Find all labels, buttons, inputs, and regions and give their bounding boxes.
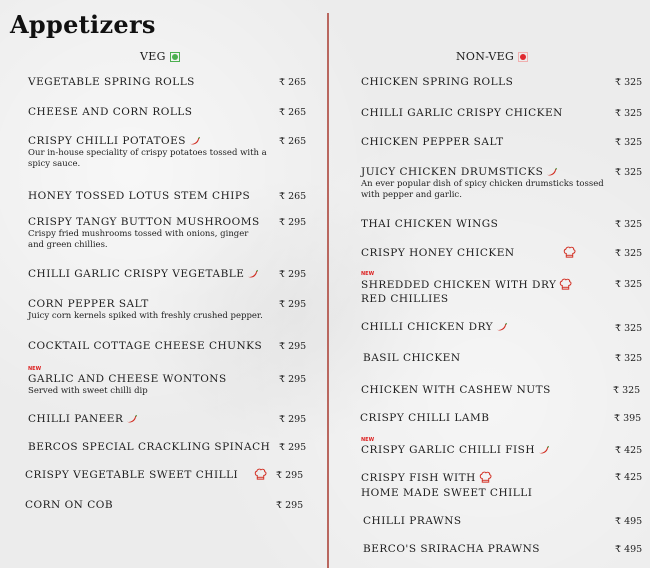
- chilli-icon: [247, 269, 258, 279]
- menu-item: [361, 471, 532, 499]
- item-name: CHILLI PANEER: [28, 413, 124, 425]
- menu-item: [25, 499, 113, 511]
- item-name: HONEY TOSSED LOTUS STEM CHIPS: [28, 190, 251, 202]
- item-description: Our in-house speciality of crispy potatoes tossed with a spicy sauce.: [28, 148, 267, 169]
- chilli-icon: [496, 322, 507, 332]
- item-price: ₹ 295: [276, 500, 304, 511]
- new-badge: NEW: [361, 271, 375, 277]
- chilli-icon: [538, 445, 549, 455]
- menu-item: [28, 298, 278, 322]
- item-price: ₹ 295: [279, 299, 307, 310]
- menu-item: [361, 321, 507, 333]
- item-price: ₹ 325: [615, 353, 643, 364]
- menu-item: [360, 412, 489, 424]
- item-name: CRISPY VEGETABLE SWEET CHILLI: [25, 468, 239, 481]
- menu-item: [361, 136, 504, 148]
- item-price: ₹ 325: [615, 248, 643, 259]
- non-veg-heading: [456, 50, 528, 63]
- item-name: CHEESE AND CORN ROLLS: [28, 106, 193, 118]
- menu-item: [363, 515, 462, 527]
- item-price: ₹ 325: [615, 137, 643, 148]
- column-divider: [327, 13, 329, 568]
- menu-item: [28, 340, 262, 352]
- item-description: Juicy corn kernels spiked with freshly crushed pepper.: [28, 311, 263, 321]
- item-name: CRISPY CHILLI POTATOES: [28, 135, 186, 147]
- item-price: ₹ 295: [279, 269, 307, 280]
- item-description: Crispy fried mushrooms tossed with onions, ginger and green chillies.: [28, 229, 249, 250]
- item-name: CHICKEN PEPPER SALT: [361, 136, 504, 148]
- item-name: CHICKEN WITH CASHEW NUTS: [361, 384, 551, 396]
- menu-item: [28, 216, 258, 251]
- item-price: ₹ 425: [615, 445, 643, 456]
- chef-hat-icon: [563, 246, 576, 259]
- chilli-icon: [546, 167, 557, 177]
- item-price: ₹ 325: [615, 323, 643, 334]
- menu-item: [28, 268, 258, 280]
- item-price: ₹ 265: [279, 136, 307, 147]
- menu-item: [361, 384, 551, 396]
- menu-item: [28, 366, 227, 397]
- item-price: ₹ 395: [614, 413, 642, 424]
- menu-item: [25, 468, 267, 481]
- menu-item: [28, 106, 192, 118]
- menu-item: [361, 218, 498, 230]
- item-price: ₹ 265: [279, 191, 307, 202]
- item-price: ₹ 325: [615, 77, 643, 88]
- item-name: CHICKEN SPRING ROLLS: [361, 76, 514, 88]
- menu-item: [28, 135, 273, 170]
- item-price: ₹ 295: [279, 374, 307, 385]
- item-name: BERCOS SPECIAL CRACKLING SPINACH: [28, 441, 271, 453]
- veg-heading-label: VEG: [140, 50, 166, 63]
- item-name: CRISPY CHILLI LAMB: [360, 412, 490, 424]
- item-name: COCKTAIL COTTAGE CHEESE CHUNKS: [28, 340, 263, 352]
- item-price: ₹ 325: [615, 279, 643, 290]
- chef-hat-icon: [479, 471, 492, 484]
- item-price: ₹ 265: [279, 77, 307, 88]
- menu-item: [28, 190, 250, 202]
- item-name: BERCO'S SRIRACHA PRAWNS: [363, 543, 540, 555]
- item-name: CRISPY HONEY CHICKEN: [361, 246, 515, 259]
- item-name: CORN PEPPER SALT: [28, 298, 149, 310]
- item-name-line2: RED CHILLIES: [361, 293, 449, 305]
- non-veg-symbol-icon: [518, 52, 528, 62]
- menu-item: [361, 437, 549, 456]
- item-price: ₹ 265: [279, 107, 307, 118]
- chef-hat-icon: [254, 468, 267, 481]
- non-veg-heading-label: NON-VEG: [456, 50, 515, 63]
- item-name: JUICY CHICKEN DRUMSTICKS: [361, 166, 544, 178]
- item-price: ₹ 325: [615, 219, 643, 230]
- item-name: CRISPY FISH WITH: [361, 471, 476, 484]
- menu-item: [361, 107, 563, 119]
- chef-hat-icon: [559, 278, 572, 291]
- item-name: CHILLI CHICKEN DRY: [361, 321, 494, 333]
- item-price: ₹ 495: [615, 544, 643, 555]
- item-price: ₹ 295: [279, 442, 307, 453]
- item-name: CORN ON COB: [25, 499, 114, 511]
- item-description: An ever popular dish of spicy chicken drumsticks tossed with pepper and garlic.: [361, 179, 604, 200]
- item-price: ₹ 495: [615, 516, 643, 527]
- chilli-icon: [189, 136, 200, 146]
- menu-item: [363, 543, 540, 555]
- item-price: ₹ 325: [615, 108, 643, 119]
- new-badge: NEW: [28, 366, 42, 372]
- menu-item: [361, 166, 616, 201]
- item-name: CRISPY TANGY BUTTON MUSHROOMS: [28, 216, 260, 228]
- menu-item: [28, 441, 270, 453]
- item-name: THAI CHICKEN WINGS: [361, 218, 499, 230]
- item-name: CRISPY GARLIC CHILLI FISH: [361, 444, 536, 456]
- item-name: SHREDDED CHICKEN WITH DRY: [361, 278, 557, 291]
- menu-item: [28, 413, 137, 425]
- page-title: Appetizers: [10, 10, 156, 39]
- item-price: ₹ 295: [279, 217, 307, 228]
- veg-heading: [140, 50, 180, 63]
- menu-item: [361, 246, 576, 259]
- menu-item: [361, 271, 572, 305]
- item-name: CHILLI GARLIC CRISPY CHICKEN: [361, 107, 563, 119]
- item-name: GARLIC AND CHEESE WONTONS: [28, 373, 227, 385]
- new-badge: NEW: [361, 437, 375, 443]
- item-price: ₹ 295: [279, 414, 307, 425]
- menu-item: [363, 352, 461, 364]
- chilli-icon: [126, 414, 137, 424]
- item-price: ₹ 295: [276, 470, 304, 481]
- item-name-line2: HOME MADE SWEET CHILLI: [361, 487, 533, 499]
- item-price: ₹ 325: [613, 385, 641, 396]
- item-name: VEGETABLE SPRING ROLLS: [28, 76, 195, 88]
- item-name: BASIL CHICKEN: [363, 352, 461, 364]
- item-price: ₹ 425: [615, 472, 643, 483]
- item-price: ₹ 295: [279, 341, 307, 352]
- menu-item: [361, 76, 513, 88]
- veg-symbol-icon: [170, 52, 180, 62]
- item-name: CHILLI PRAWNS: [363, 515, 462, 527]
- item-description: Served with sweet chilli dip: [28, 386, 148, 396]
- item-name: CHILLI GARLIC CRISPY VEGETABLE: [28, 268, 245, 280]
- menu-item: [28, 76, 195, 88]
- item-price: ₹ 325: [615, 167, 643, 178]
